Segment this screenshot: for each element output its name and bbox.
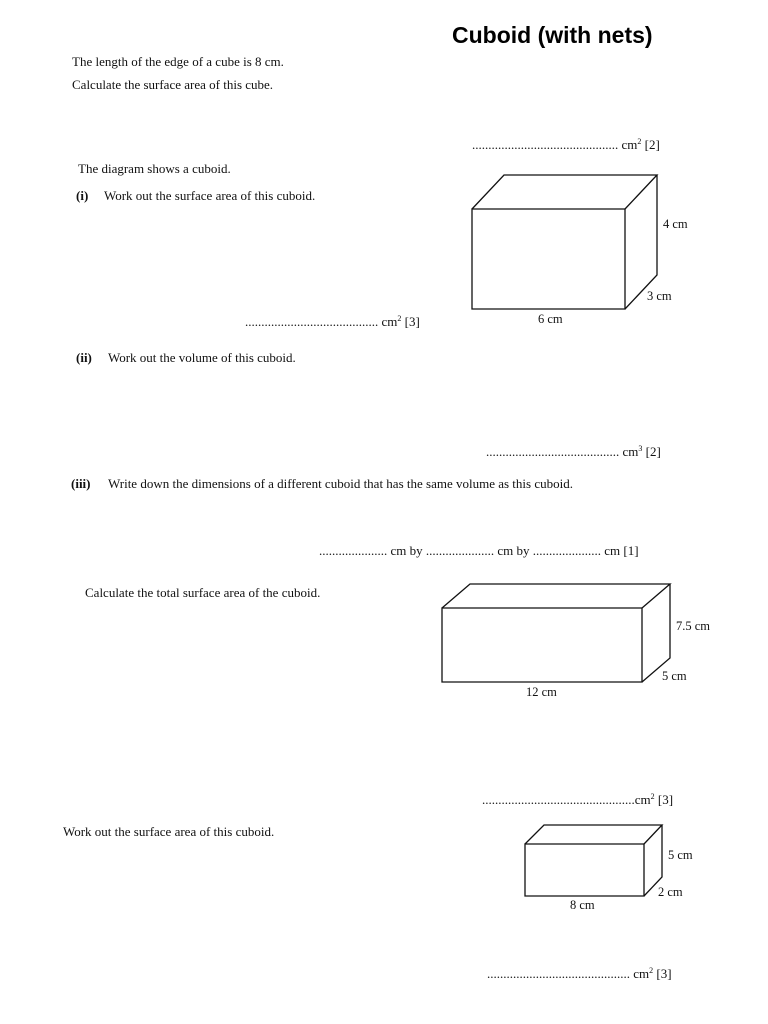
cuboid-top-face xyxy=(525,825,662,844)
q1-marks: [2] xyxy=(641,137,660,152)
q2-part-ii-answer-line xyxy=(486,444,661,460)
cuboid-top-face xyxy=(472,175,657,209)
q2-part-i-unit-power: 2 xyxy=(397,314,402,323)
q2-part-iii-label: (iii) xyxy=(71,476,91,491)
q3-answer-line xyxy=(482,792,673,808)
cuboid-width-label: 8 cm xyxy=(570,898,595,912)
cuboid-width-label: 6 cm xyxy=(538,312,563,326)
cuboid-height-label: 5 cm xyxy=(668,848,693,862)
q3-text: Calculate the total surface area of the cuboid. xyxy=(85,585,321,600)
cuboid-diagram-6x4x3 xyxy=(460,165,700,335)
q2-part-ii-marks: [2] xyxy=(642,444,661,459)
cuboid-front-face xyxy=(442,608,642,682)
cuboid-front-face xyxy=(472,209,625,309)
cuboid-depth-label: 3 cm xyxy=(647,289,672,303)
cuboid-diagram-8x5x2 xyxy=(515,818,735,918)
q2-part-i-text: Work out the surface area of this cuboid. xyxy=(104,188,316,203)
q3-unit-power: 2 xyxy=(650,792,655,801)
q2-part-ii-unit-power: 3 xyxy=(638,444,643,453)
cuboid-height-label: 4 cm xyxy=(663,217,688,231)
q1-answer-dots: ............................................. cm xyxy=(472,137,638,152)
q2-part-i-answer-dots: ......................................... cm xyxy=(245,314,398,329)
q2-part-ii-text: Work out the volume of this cuboid. xyxy=(108,350,296,365)
q2-part-ii-answer-dots: ......................................... cm xyxy=(486,444,639,459)
page-title: Cuboid (with nets) xyxy=(452,22,653,48)
q2-part-iii-answer-line: ..................... cm by ..................... cm by ..................... cm [1] xyxy=(319,543,639,558)
q1-line-2: Calculate the surface area of this cube. xyxy=(72,77,274,92)
cuboid-depth-label: 2 cm xyxy=(658,885,683,899)
q2-intro: The diagram shows a cuboid. xyxy=(78,161,231,176)
q2-part-i-label: (i) xyxy=(76,188,89,203)
q4-answer-dots: ............................................ cm xyxy=(487,966,650,981)
q1-answer-unit-power: 2 xyxy=(637,137,642,146)
q3-marks: [3] xyxy=(654,792,674,807)
cuboid-width-label: 12 cm xyxy=(526,685,557,699)
q3-answer-dots: ...............................................cm xyxy=(482,792,651,807)
q1-answer-line xyxy=(472,137,660,153)
q2-part-i-answer-line xyxy=(245,314,420,330)
q2-part-ii-label: (ii) xyxy=(76,350,92,365)
q1-line-1: The length of the edge of a cube is 8 cm. xyxy=(72,54,284,69)
q4-text: Work out the surface area of this cuboid. xyxy=(63,824,275,839)
cuboid-front-face xyxy=(525,844,644,896)
q4-marks: [3] xyxy=(653,966,672,981)
cuboid-height-label: 7.5 cm xyxy=(676,619,711,633)
q2-part-i-marks: [3] xyxy=(401,314,420,329)
q4-unit-power: 2 xyxy=(649,966,654,975)
cuboid-diagram-12x7p5x5 xyxy=(430,576,730,706)
cuboid-side-face xyxy=(642,584,670,682)
q2-part-iii-text: Write down the dimensions of a different cuboid that has the same volume as this cuboid. xyxy=(108,476,573,491)
q4-answer-line xyxy=(487,966,672,982)
cuboid-top-face xyxy=(442,584,670,608)
cuboid-depth-label: 5 cm xyxy=(662,669,687,683)
